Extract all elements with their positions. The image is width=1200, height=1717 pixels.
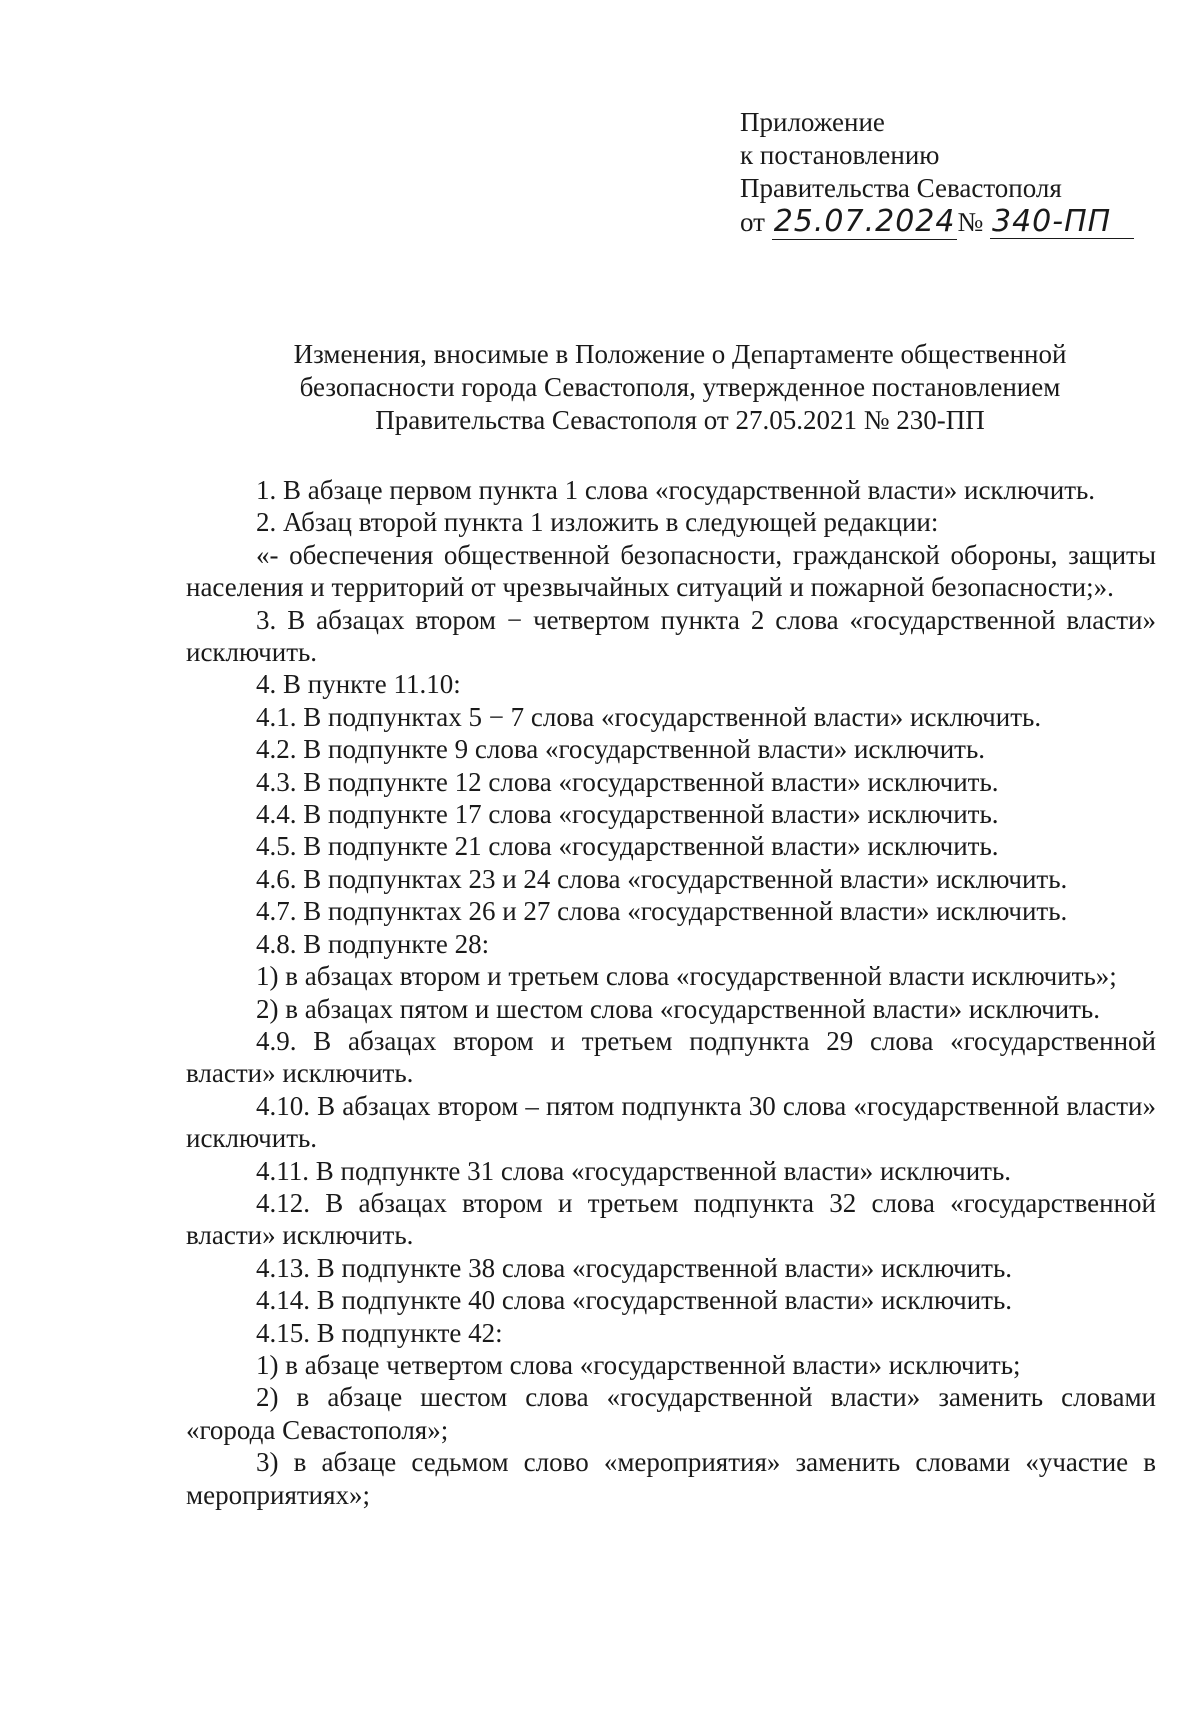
title-line-2: безопасности города Севастополя, утвержденное постановлением	[299, 372, 1061, 402]
date-prefix: от	[740, 207, 765, 237]
paragraph: 4.7. В подпунктах 26 и 27 слова «государственной власти» исключить.	[256, 896, 1068, 927]
paragraph: 1) в абзаце четвертом слова «государственной власти» исключить;	[256, 1349, 1021, 1380]
paragraph: 4.14. В подпункте 40 слова «государственной власти» исключить.	[256, 1285, 1013, 1316]
paragraph: 4.15. В подпункте 42:	[256, 1317, 503, 1348]
paragraph: 4.5. В подпункте 21 слова «государственной власти» исключить.	[256, 831, 999, 862]
paragraph: «- обеспечения общественной безопасности, гражданской обороны, защиты населения и территорий от чрезвычайных ситуаций и пожарной безопасности;».	[186, 539, 1156, 603]
paragraph: 4. В пункте 11.10:	[256, 669, 461, 700]
paragraph: 4.1. В подпунктах 5 − 7 слова «государственной власти» исключить.	[256, 701, 1042, 732]
paragraph: 4.9. В абзацах втором и третьем подпункта 29 слова «государственной власти» исключить.	[186, 1025, 1156, 1089]
paragraph: 4.13. В подпункте 38 слова «государственной власти» исключить.	[256, 1252, 1013, 1283]
paragraph: 4.2. В подпункте 9 слова «государственной власти» исключить.	[256, 734, 986, 765]
paragraph: 3) в абзаце седьмом слово «мероприятия» заменить словами «участие в мероприятиях»;	[186, 1447, 1156, 1510]
paragraph: 4.8. В подпункте 28:	[256, 928, 490, 959]
paragraph: 1) в абзацах втором и третьем слова «государственной власти исключить»;	[256, 961, 1117, 992]
appendix-date-line	[740, 205, 1134, 239]
number-prefix: №	[957, 207, 984, 237]
paragraph: 4.11. В подпункте 31 слова «государственной власти» исключить.	[256, 1155, 1012, 1186]
document-title	[240, 338, 1120, 437]
appendix-block	[740, 106, 1134, 239]
paragraph: 4.3. В подпункте 12 слова «государственной власти» исключить.	[256, 766, 999, 797]
paragraph: 4.6. В подпунктах 23 и 24 слова «государственной власти» исключить.	[256, 863, 1068, 894]
paragraph: 4.12. В абзацах втором и третьем подпункта 32 слова «государственной власти» исключить.	[186, 1187, 1156, 1251]
handwritten-number: 340-ПП	[990, 205, 1134, 239]
title-line-3: Правительства Севастополя от 27.05.2021 № 230-ПП	[375, 405, 985, 435]
document-body	[186, 474, 1156, 1511]
paragraph: 2) в абзаце шестом слова «государственной власти» заменить словами «города Севастополя»;	[186, 1382, 1156, 1445]
paragraph: 1. В абзаце первом пункта 1 слова «государственной власти» исключить.	[256, 475, 1096, 505]
paragraph: 2) в абзацах пятом и шестом слова «государственной власти» исключить.	[256, 993, 1100, 1024]
appendix-line-government: Правительства Севастополя	[740, 173, 1062, 203]
paragraph: 3. В абзацах втором − четвертом пункта 2 слова «государственной власти» исключить.	[186, 604, 1156, 668]
title-line-1: Изменения, вносимые в Положение о Департаменте общественной	[293, 339, 1067, 369]
paragraph: 4.4. В подпункте 17 слова «государственной власти» исключить.	[256, 799, 999, 830]
appendix-line-resolution: к постановлению	[740, 140, 940, 170]
appendix-title: Приложение	[740, 107, 885, 137]
paragraph: 2. Абзац второй пункта 1 изложить в следующей редакции:	[256, 507, 939, 538]
handwritten-date: 25.07.2024	[773, 204, 956, 239]
paragraph: 4.10. В абзацах втором – пятом подпункта 30 слова «государственной власти» исключить.	[186, 1090, 1156, 1154]
